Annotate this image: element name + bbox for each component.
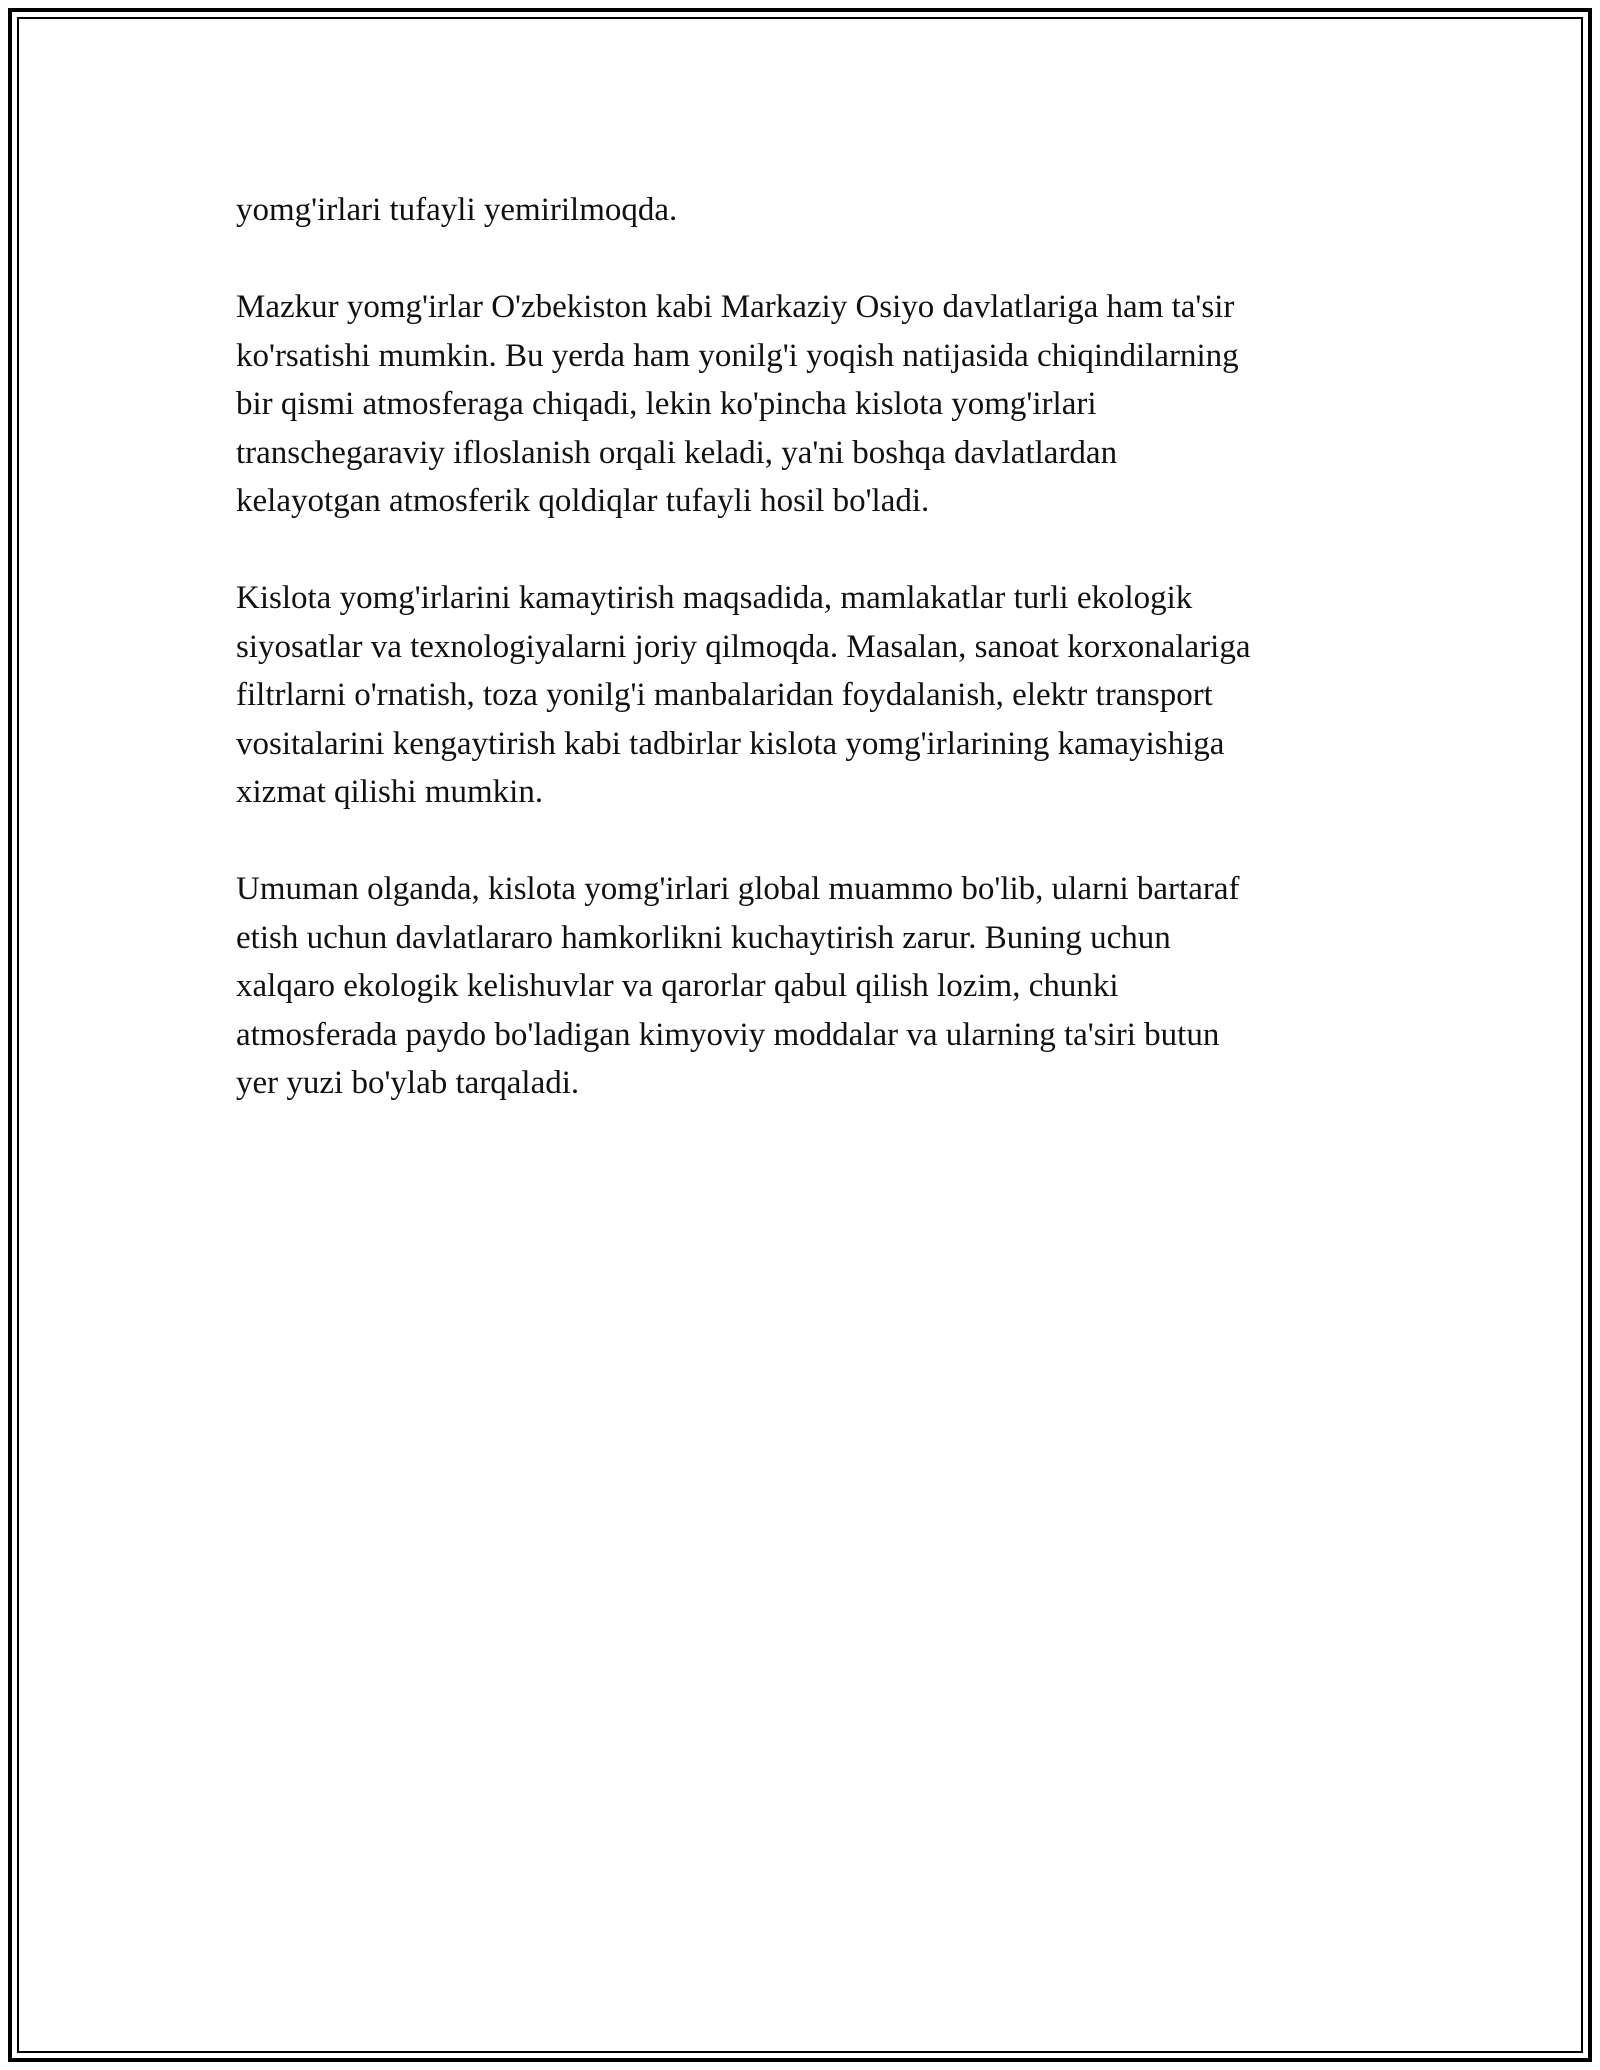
- text-line: atmosferada paydo bo'ladigan kimyoviy moddalar va ularning ta'siri butun: [236, 1016, 1220, 1053]
- text-line: etish uchun davlatlararo hamkorlikni kuchaytirish zarur. Buning uchun: [236, 919, 1171, 956]
- text-line: siyosatlar va texnologiyalarni joriy qilmoqda. Masalan, sanoat korxonalariga: [236, 628, 1251, 665]
- text-line: ko'rsatishi mumkin. Bu yerda ham yonilg'i yoqish natijasida chiqindilarning: [236, 337, 1239, 374]
- text-line: Umuman olganda, kislota yomg'irlari global muammo bo'lib, ularni bartaraf: [236, 871, 1240, 907]
- text-line: bir qismi atmosferaga chiqadi, lekin ko'pincha kislota yomg'irlari: [236, 386, 1097, 422]
- text-line: xalqaro ekologik kelishuvlar va qarorlar qabul qilish lozim, chunki: [236, 968, 1119, 1004]
- text-line: filtrlarni o'rnatish, toza yonilg'i manbalaridan foydalanish, elektr transport: [236, 677, 1213, 713]
- text-line: yer yuzi bo'ylab tarqaladi.: [236, 1065, 580, 1101]
- text-line: xizmat qilishi mumkin.: [236, 774, 544, 810]
- text-line: vositalarini kengaytirish kabi tadbirlar kislota yomg'irlarining kamayishiga: [236, 725, 1225, 762]
- text-line: Mazkur yomg'irlar O'zbekiston kabi Markaziy Osiyo davlatlariga ham ta'sir: [236, 289, 1235, 325]
- paragraph: [236, 865, 1386, 1108]
- paragraph: [236, 283, 1386, 526]
- paragraph: [236, 574, 1386, 817]
- text-line: Kislota yomg'irlarini kamaytirish maqsadida, mamlakatlar turli ekologik: [236, 580, 1193, 616]
- text-line: transchegaraviy ifloslanish orqali keladi, ya'ni boshqa davlatlardan: [236, 434, 1118, 471]
- paragraph: [236, 186, 1386, 235]
- text-line: yomg'irlari tufayli yemirilmoqda.: [236, 192, 678, 228]
- document-body: [236, 186, 1386, 1156]
- text-line: kelayotgan atmosferik qoldiqlar tufayli hosil bo'ladi.: [236, 483, 930, 519]
